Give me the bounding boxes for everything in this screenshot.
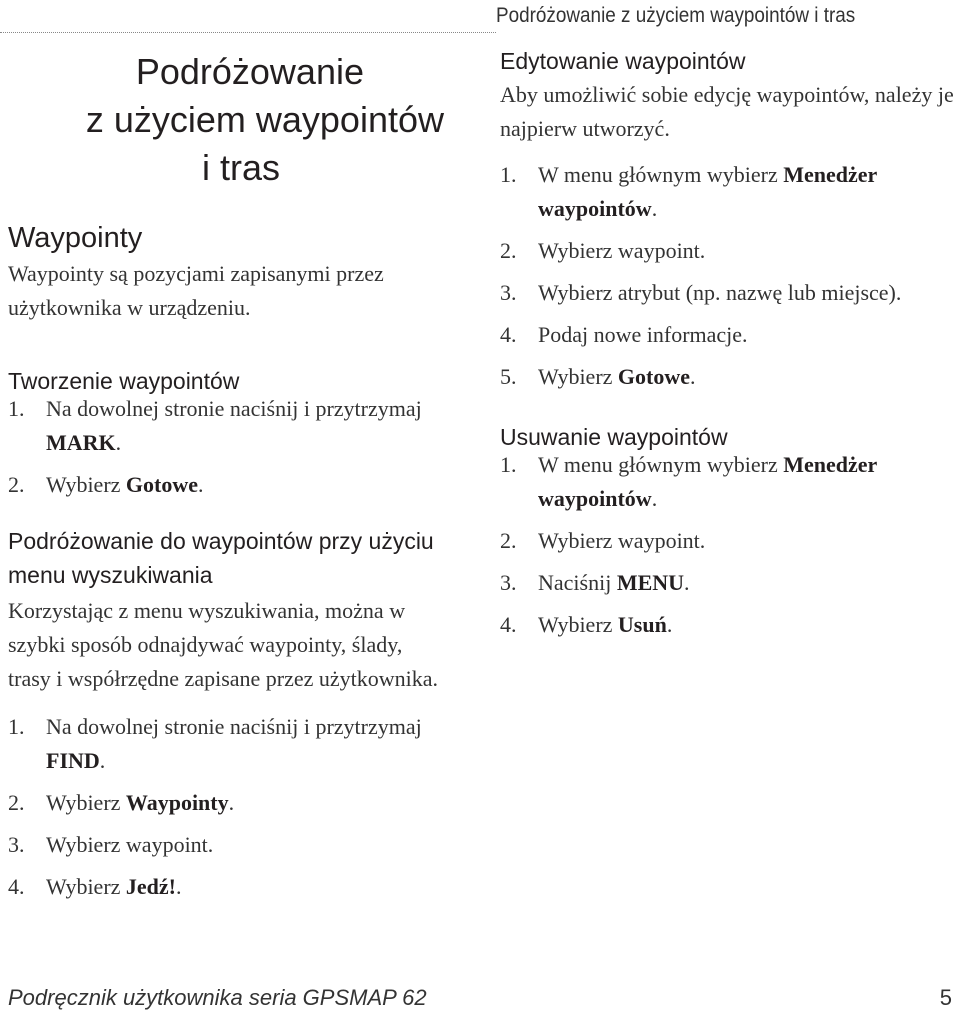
step-command: Menedżer waypointów	[538, 162, 877, 221]
step-number: 3.	[500, 570, 517, 595]
step-number: 3.	[8, 832, 25, 857]
header-rule	[0, 32, 496, 33]
step-command: MENU	[616, 570, 685, 595]
step-command: Menedżer waypointów	[538, 452, 877, 511]
step-item	[8, 468, 448, 502]
step-item	[500, 608, 955, 642]
step-text: Wybierz atrybut (np. nazwę lub miejsce).	[538, 280, 902, 305]
step-number: 4.	[500, 612, 517, 637]
tworzenie-heading: Tworzenie waypointów	[8, 368, 240, 394]
step-item	[8, 786, 448, 820]
step-text: Wybierz	[46, 874, 126, 899]
step-punctuation: .	[690, 364, 696, 389]
step-text: W menu głównym wybierz	[538, 452, 784, 477]
step-text: Wybierz waypoint.	[538, 528, 706, 553]
step-command: Waypointy	[125, 790, 229, 815]
step-punctuation: .	[228, 790, 235, 815]
delete-heading: Usuwanie waypointów	[500, 424, 728, 450]
step-item	[8, 870, 448, 904]
step-text: Na dowolnej stronie naciśnij i przytrzymaj	[46, 714, 422, 739]
step-text: W menu głównym wybierz	[538, 162, 784, 187]
step-text: Naciśnij	[538, 570, 617, 595]
step-punctuation: .	[651, 486, 658, 511]
step-text: Wybierz waypoint.	[538, 238, 706, 263]
step-number: 5.	[500, 364, 517, 389]
step-punctuation: .	[198, 472, 204, 497]
waypointy-heading: Waypointy	[8, 222, 143, 254]
step-number: 2.	[8, 790, 25, 815]
running-head: Podróżowanie z użyciem waypointów i tras	[496, 4, 856, 27]
step-command: Gotowe	[617, 364, 691, 389]
step-punctuation: .	[651, 196, 658, 221]
step-command: Gotowe	[125, 472, 199, 497]
step-text: Wybierz	[538, 612, 618, 637]
footer-page-number: 5	[939, 985, 952, 1010]
step-number: 4.	[500, 322, 517, 347]
step-item	[500, 360, 955, 394]
step-number: 4.	[8, 874, 25, 899]
step-number: 3.	[500, 280, 517, 305]
step-number: 1.	[8, 714, 25, 739]
chapter-title-line-2: z użyciem waypointów	[85, 99, 444, 140]
step-punctuation: .	[99, 748, 106, 773]
step-number: 2.	[500, 528, 517, 553]
step-punctuation: .	[684, 570, 690, 595]
step-item	[500, 524, 955, 558]
step-text: Wybierz	[46, 790, 126, 815]
step-text: Wybierz waypoint.	[46, 832, 214, 857]
step-command: Usuń	[617, 612, 667, 637]
step-item	[500, 276, 955, 310]
nav-steps	[8, 710, 448, 904]
step-item	[500, 318, 955, 352]
step-item	[500, 448, 955, 516]
step-punctuation: .	[115, 430, 122, 455]
waypointy-text: Waypointy są pozycjami zapisanymi przez użytkownika w urządzeniu.	[8, 261, 384, 320]
step-punctuation: .	[176, 874, 182, 899]
step-command: MARK	[46, 430, 116, 455]
edit-heading: Edytowanie waypointów	[500, 48, 746, 74]
step-item	[8, 392, 448, 460]
step-number: 2.	[500, 238, 517, 263]
step-number: 1.	[500, 452, 517, 477]
footer-manual-title: Podręcznik użytkownika seria GPSMAP 62	[8, 985, 427, 1010]
step-text: Wybierz	[46, 472, 126, 497]
step-number: 2.	[8, 472, 25, 497]
chapter-title-line-3: i tras	[201, 147, 280, 188]
edit-steps	[500, 158, 955, 394]
step-command: FIND	[46, 748, 100, 773]
step-punctuation: .	[666, 612, 673, 637]
step-item	[500, 158, 955, 226]
step-text: Wybierz	[538, 364, 618, 389]
chapter-title	[0, 48, 448, 192]
step-number: 1.	[8, 396, 25, 421]
edit-text: Aby umożliwić sobie edycję waypointów, należy je najpierw utworzyć.	[500, 82, 954, 141]
step-command: Jedź!	[125, 874, 177, 899]
nav-text: Korzystając z menu wyszukiwania, można w szybki sposób odnajdywać waypointy, ślady, trasy i współrzędne zapisane przez użytkownika.	[8, 598, 439, 691]
step-text: Podaj nowe informacje.	[538, 322, 748, 347]
step-item	[500, 566, 955, 600]
tworzenie-steps	[8, 392, 448, 502]
step-text: Na dowolnej stronie naciśnij i przytrzymaj	[46, 396, 422, 421]
chapter-title-line-1: Podróżowanie	[135, 51, 364, 92]
nav-heading: Podróżowanie do waypointów przy użyciu menu wyszukiwania	[8, 528, 434, 588]
step-item	[8, 828, 448, 862]
delete-steps	[500, 448, 955, 642]
step-item	[500, 234, 955, 268]
step-item	[8, 710, 448, 778]
step-number: 1.	[500, 162, 517, 187]
